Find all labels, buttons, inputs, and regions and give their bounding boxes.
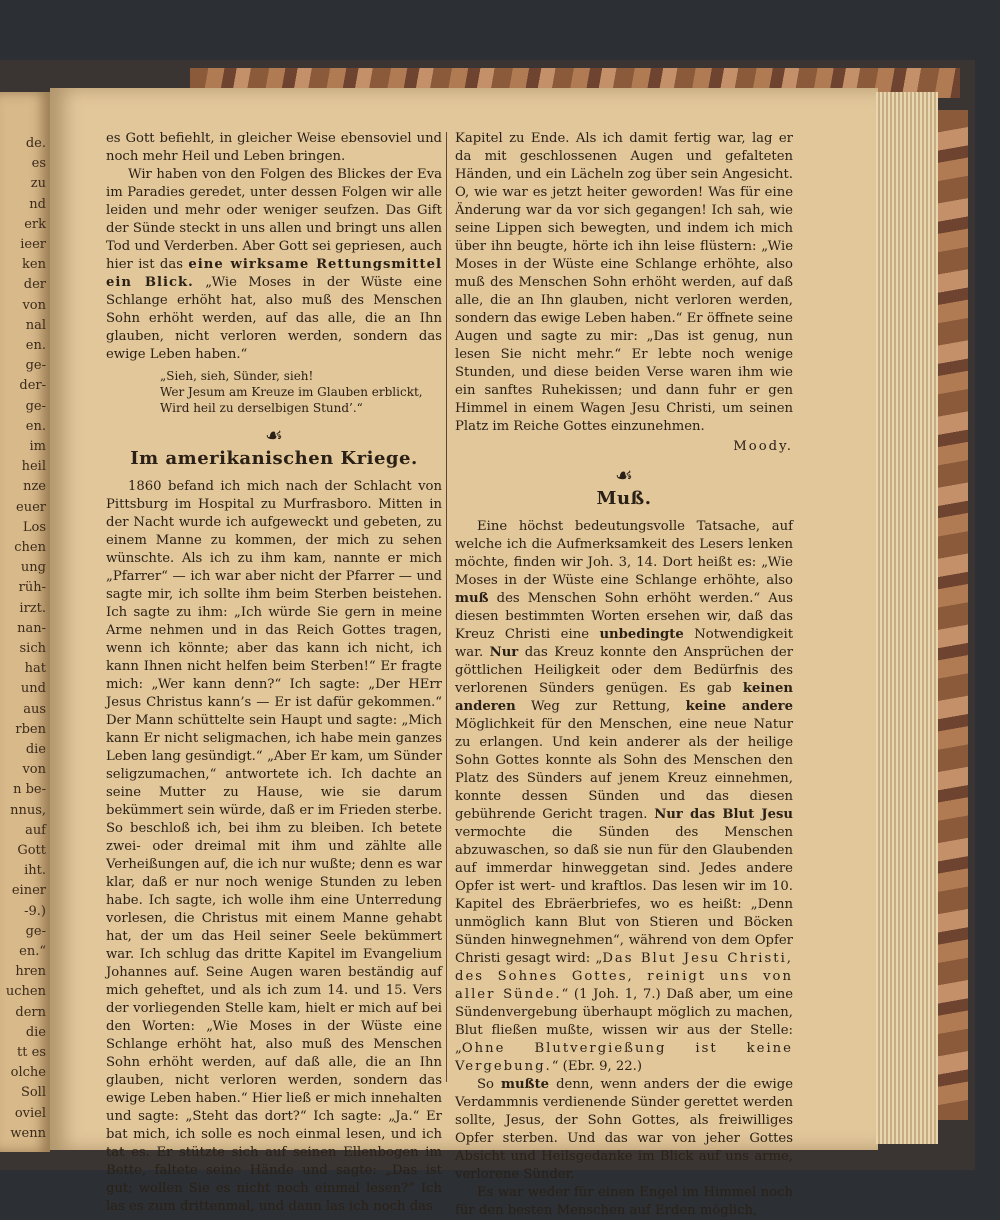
right-column xyxy=(455,130,793,1220)
emphasis: Nur das Blut Jesu xyxy=(654,807,793,822)
prev-page-fragment: de. xyxy=(25,136,46,151)
prev-page-fragment: euer xyxy=(16,499,46,515)
ornament-icon: ☙ xyxy=(615,463,633,487)
prev-page-fragment: ge- xyxy=(25,398,46,414)
text: Weg zur Rettung, xyxy=(515,699,686,714)
prev-page-fragment: und xyxy=(20,681,46,697)
prev-page-fragment: tt es xyxy=(17,1045,46,1060)
emphasis: eine wirksame Rettungsmittel ein Blick. xyxy=(106,257,442,290)
prev-page-fragment: uchen xyxy=(5,984,46,1000)
text: vermochte die Sünden des Menschen abzuwaschen, so daß sie nun für den Glaubenden auf immerdar hinweggetan sind. Jedes andere Opfer ist wert- und kraftlos. Das lesen wir im 10. Kapitel des Ebräerbriefes, wo es heißt: „Denn unmöglich kann Blut von Stieren und Böcken Sünden hinwegnehmen“, während von dem Opfer Christi gesagt wird: „ xyxy=(455,825,793,966)
prev-page-fragment: im xyxy=(29,439,46,454)
prev-page-fragment: von xyxy=(22,762,46,778)
text: das Kreuz konnte den Ansprüchen der göttlichen Heiligkeit oder dem Bedürfnis des verlorenen Sünders genügen. Es gab xyxy=(455,645,793,696)
verse-line: Wird heil zu derselbigen Stund’.“ xyxy=(160,401,363,415)
article-heading: Muß. xyxy=(596,488,652,509)
prev-page-fragment: nan- xyxy=(17,620,46,636)
prev-page-fragment: rüh- xyxy=(18,580,46,596)
prev-page-fragment: aus xyxy=(23,701,46,717)
prev-page-fragment: en.“ xyxy=(19,944,46,959)
prev-page-fragment: Los xyxy=(22,519,46,535)
text: „Wie Moses in der Wüste eine Schlange erhöht hat, also muß des Menschen Sohn erhöht werden, auf das alle, die an Ihn glauben, nicht verloren werden, sondern das ewige Leben haben.“ xyxy=(106,275,442,362)
text: Notwendigkeit war. xyxy=(455,627,793,660)
prev-page-fragment: irzt. xyxy=(19,600,46,616)
prev-page-fragment: iht. xyxy=(24,863,46,879)
column-divider xyxy=(446,132,447,1082)
prev-page-fragment: ken xyxy=(22,257,46,273)
text: Wir haben von den Folgen des Blickes der Eva im Paradies geredet, unter dessen Folgen wir alle leiden und mehr oder weniger seufzen. Das Gift der Sünde steckt in uns allen und bringt uns allen Tod und Verderben. Aber Gott sei gepriesen, auch hier ist das xyxy=(106,167,442,272)
paragraph xyxy=(106,166,442,364)
text: “ (Ebr. 9, 22.) xyxy=(551,1059,643,1074)
prev-page-fragment: die xyxy=(25,1024,46,1040)
prev-page-fragment: nze xyxy=(23,479,46,495)
page-edges xyxy=(876,92,938,1144)
paragraph xyxy=(455,518,793,1076)
text: denn, wenn anders der die ewige Verdammnis verdienende Sünder gerettet werden sollte, Jesus, der Sohn Gottes, als freiwilliges Opfer sterben. Und das war von jeher Gottes Absicht und Heilsgedanke im Blick auf uns arme, verlorene Sünder. xyxy=(455,1077,793,1182)
marbled-edge-side xyxy=(938,110,968,1120)
prev-page-fragment: en. xyxy=(25,338,46,353)
emphasis: unbedingte xyxy=(599,627,684,642)
prev-page-fragment: ge- xyxy=(25,923,46,939)
prev-page-fragment: die xyxy=(25,742,46,757)
signature: Moody. xyxy=(733,439,793,454)
prev-page-fragment: n be- xyxy=(13,782,46,798)
article-heading: Im amerikanischen Kriege. xyxy=(130,448,418,469)
paragraph: Kapitel zu Ende. Als ich damit fertig war, lag er da mit geschlossenen Augen und gefalteten Händen, und ein Lächeln zog über sein Angesicht. O, wie war es jetzt heiter geworden! Was für eine Änderung war da vor sich gegangen! Ich sah, wie seine Lippen sich bewegten, und indem ich mich über ihn beugte, hörte ich ihn leise flüstern: „Wie Moses in der Wüste eine Schlange erhöhte, also muß des Menschen Sohn erhöht werden, auf daß alle, die an Ihn glauben, nicht verloren werden, sondern das ewige Leben haben.“ Er öffnete seine Augen und sagte zu mir: „Das ist genug, nun lesen Sie nicht mehr.“ Er lebte noch wenige Stunden, und diese beiden Verse waren ihm wie ein sanftes Ruhekissen; und dann fuhr er gen Himmel in einem Wagen Jesu Christi, um seinen Platz im Reiche Gottes einzunehmen. xyxy=(455,131,793,434)
prev-page-fragment: rben xyxy=(15,721,46,737)
prev-page-fragment: wenn xyxy=(10,1125,46,1141)
prev-page-fragment: Gott xyxy=(17,843,46,858)
prev-page-fragment: ge- xyxy=(25,358,46,374)
verse xyxy=(160,368,442,416)
prev-page-fragment: sich xyxy=(19,641,46,656)
text: des Menschen Sohn erhöht werden.“ Aus diesen bestimmten Worten ersehen wir, daß das Kreuz Christi eine xyxy=(455,591,793,642)
text: Eine höchst bedeutungsvolle Tatsache, auf welche ich die Aufmerksamkeit des Lesers lenken möchte, finden wir Joh. 3, 14. Dort heißt es: „Wie Moses in der Wüste eine Schlange erhöhte, also xyxy=(455,519,793,588)
prev-page-fragment: -9.) xyxy=(24,903,46,919)
prev-page-fragment: en. xyxy=(25,418,46,434)
emphasis: keinen anderen xyxy=(455,681,793,714)
prev-page-fragment: Soll xyxy=(20,1085,46,1101)
paragraph: es Gott befiehlt, in gleicher Weise ebensoviel und noch mehr Heil und Leben bringen. xyxy=(106,131,442,164)
prev-page-fragment: einer xyxy=(11,883,46,899)
prev-page-fragment: hat xyxy=(24,661,46,677)
verse-line: „Sieh, sieh, Sünder, sieh! xyxy=(160,369,314,383)
ornament-icon: ☙ xyxy=(265,423,283,447)
prev-page-fragment: heil xyxy=(21,459,46,475)
previous-page xyxy=(0,92,50,1152)
prev-page-fragment: hren xyxy=(15,964,46,980)
spaced-quote: Ohne Blutvergießung ist keine Vergebung. xyxy=(455,1041,793,1074)
paragraph: Es war weder für einen Engel im Himmel noch für den besten Menschen auf Erden möglich, xyxy=(455,1185,793,1218)
emphasis: Nur xyxy=(489,645,519,660)
text: Möglichkeit für den Menschen, eine neue Natur zu erlangen. Und kein anderer als der heilige Sohn Gottes konnte als Sohn des Menschen den Platz des Sünders auf jenem Kreuz einnehmen, konnte dessen Sünden und das diesen gebührende Gericht tragen. xyxy=(455,717,793,822)
text: So xyxy=(477,1077,502,1092)
left-column xyxy=(106,130,442,1216)
prev-page-fragment: der- xyxy=(19,378,46,394)
prev-page-fragment: ieer xyxy=(20,237,46,252)
emphasis: keine andere xyxy=(685,699,793,714)
verse-line: Wer Jesum am Kreuze im Glauben erblickt, xyxy=(160,385,423,399)
paragraph xyxy=(455,1076,793,1184)
emphasis: mußte xyxy=(501,1077,550,1092)
paragraph: 1860 befand ich mich nach der Schlacht von Pittsburg im Hospital zu Murfrasboro. Mitten in der Nacht wurde ich aufgeweckt und gebeten, zu einem Manne zu kommen, der mich zu sehen wünschte. Als ich zu ihm kam, nannte er mich „Pfarrer“ — ich war aber nicht der Pfarrer — und sagte mir, ich sollte ihm beim Sterben beistehen. Ich sagte zu ihm: „Ich würde Sie gern in meine Arme nehmen und in das Reich Gottes tragen, wenn ich könnte; aber das kann ich nicht, ich kann Ihnen nicht helfen beim Sterben!“ Er fragte mich: „Wer kann denn?“ Ich sagte: „Der HErr Jesus Christus kann’s — Er ist dafür gekommen.“ Der Mann schüttelte sein Haupt und sagte: „Mich kann Er nicht seligmachen, ich habe mein ganzes Leben lang gesündigt.“ „Aber Er kam, um Sünder seligzumachen,“ antwortete ich. Ich dachte an seine Mutter zu Hause, wie sie darum bekümmert sein würde, daß er im Frieden sterbe. So beschloß ich, bei ihm zu bleiben. Ich betete zwei- oder dreimal mit ihm und zählte alle Verheißungen auf, die ich nur wußte; denn es war klar, daß er nur noch wenige Stunden zu leben habe. Ich sagte, ich wolle ihm eine Unterredung vorlesen, die Christus mit einem Manne gehabt hat, der um das Heil seiner Seele bekümmert war. Ich schlug das dritte Kapitel im Evangelium Johannes auf. Seine Augen waren beständig auf mich geheftet, und als ich zum 14. und 15. Vers der vorliegenden Stelle kam, hielt er mich auf bei den Worten: „Wie Moses in der Wüste eine Schlange erhöht hat, also muß des Menschen Sohn erhöht werden, auf daß alle, die an Ihn glauben, nicht verloren werden, sondern das ewige Leben haben.“ Hier ließ er mich innehalten und sagte: „Steht das dort?“ Ich sagte: „Ja.“ Er bat mich, ich solle es noch einmal lesen, und ich tat es. Er stützte sich auf seinen Ellenbogen im Bette, faltete seine Hände und sagte: „Das ist gut; wollen Sie es nicht noch einmal lesen?“ Ich las es zum drittenmal, und dann las ich noch das xyxy=(106,479,442,1214)
prev-page-fragment: nd xyxy=(29,196,46,212)
prev-page-fragment: nal xyxy=(25,317,46,333)
prev-page-fragment: chen xyxy=(14,540,46,555)
prev-page-fragment: zu xyxy=(30,176,46,192)
prev-page-fragment: oviel xyxy=(14,1105,46,1121)
prev-page-fragment: der xyxy=(23,277,46,293)
prev-page-fragment: ung xyxy=(20,560,46,576)
emphasis: muß xyxy=(455,591,489,606)
prev-page-fragment: olche xyxy=(10,1065,46,1081)
prev-page-fragment: nnus, xyxy=(10,802,46,818)
spaced-quote: Das Blut Jesu Christi, des Sohnes Gottes, reinigt uns von aller Sünde. xyxy=(455,951,793,1002)
prev-page-fragment: es xyxy=(31,156,46,172)
text: “ (1 Joh. 1, 7.) Daß aber, um eine Sündenvergebung überhaupt möglich zu machen, Blut fließen mußte, wissen wir aus der Stelle: „ xyxy=(455,987,794,1056)
prev-page-fragment: dern xyxy=(15,1004,46,1020)
prev-page-fragment: auf xyxy=(25,822,46,838)
prev-page-fragment: von xyxy=(22,297,46,313)
prev-page-fragment: erk xyxy=(24,216,46,232)
